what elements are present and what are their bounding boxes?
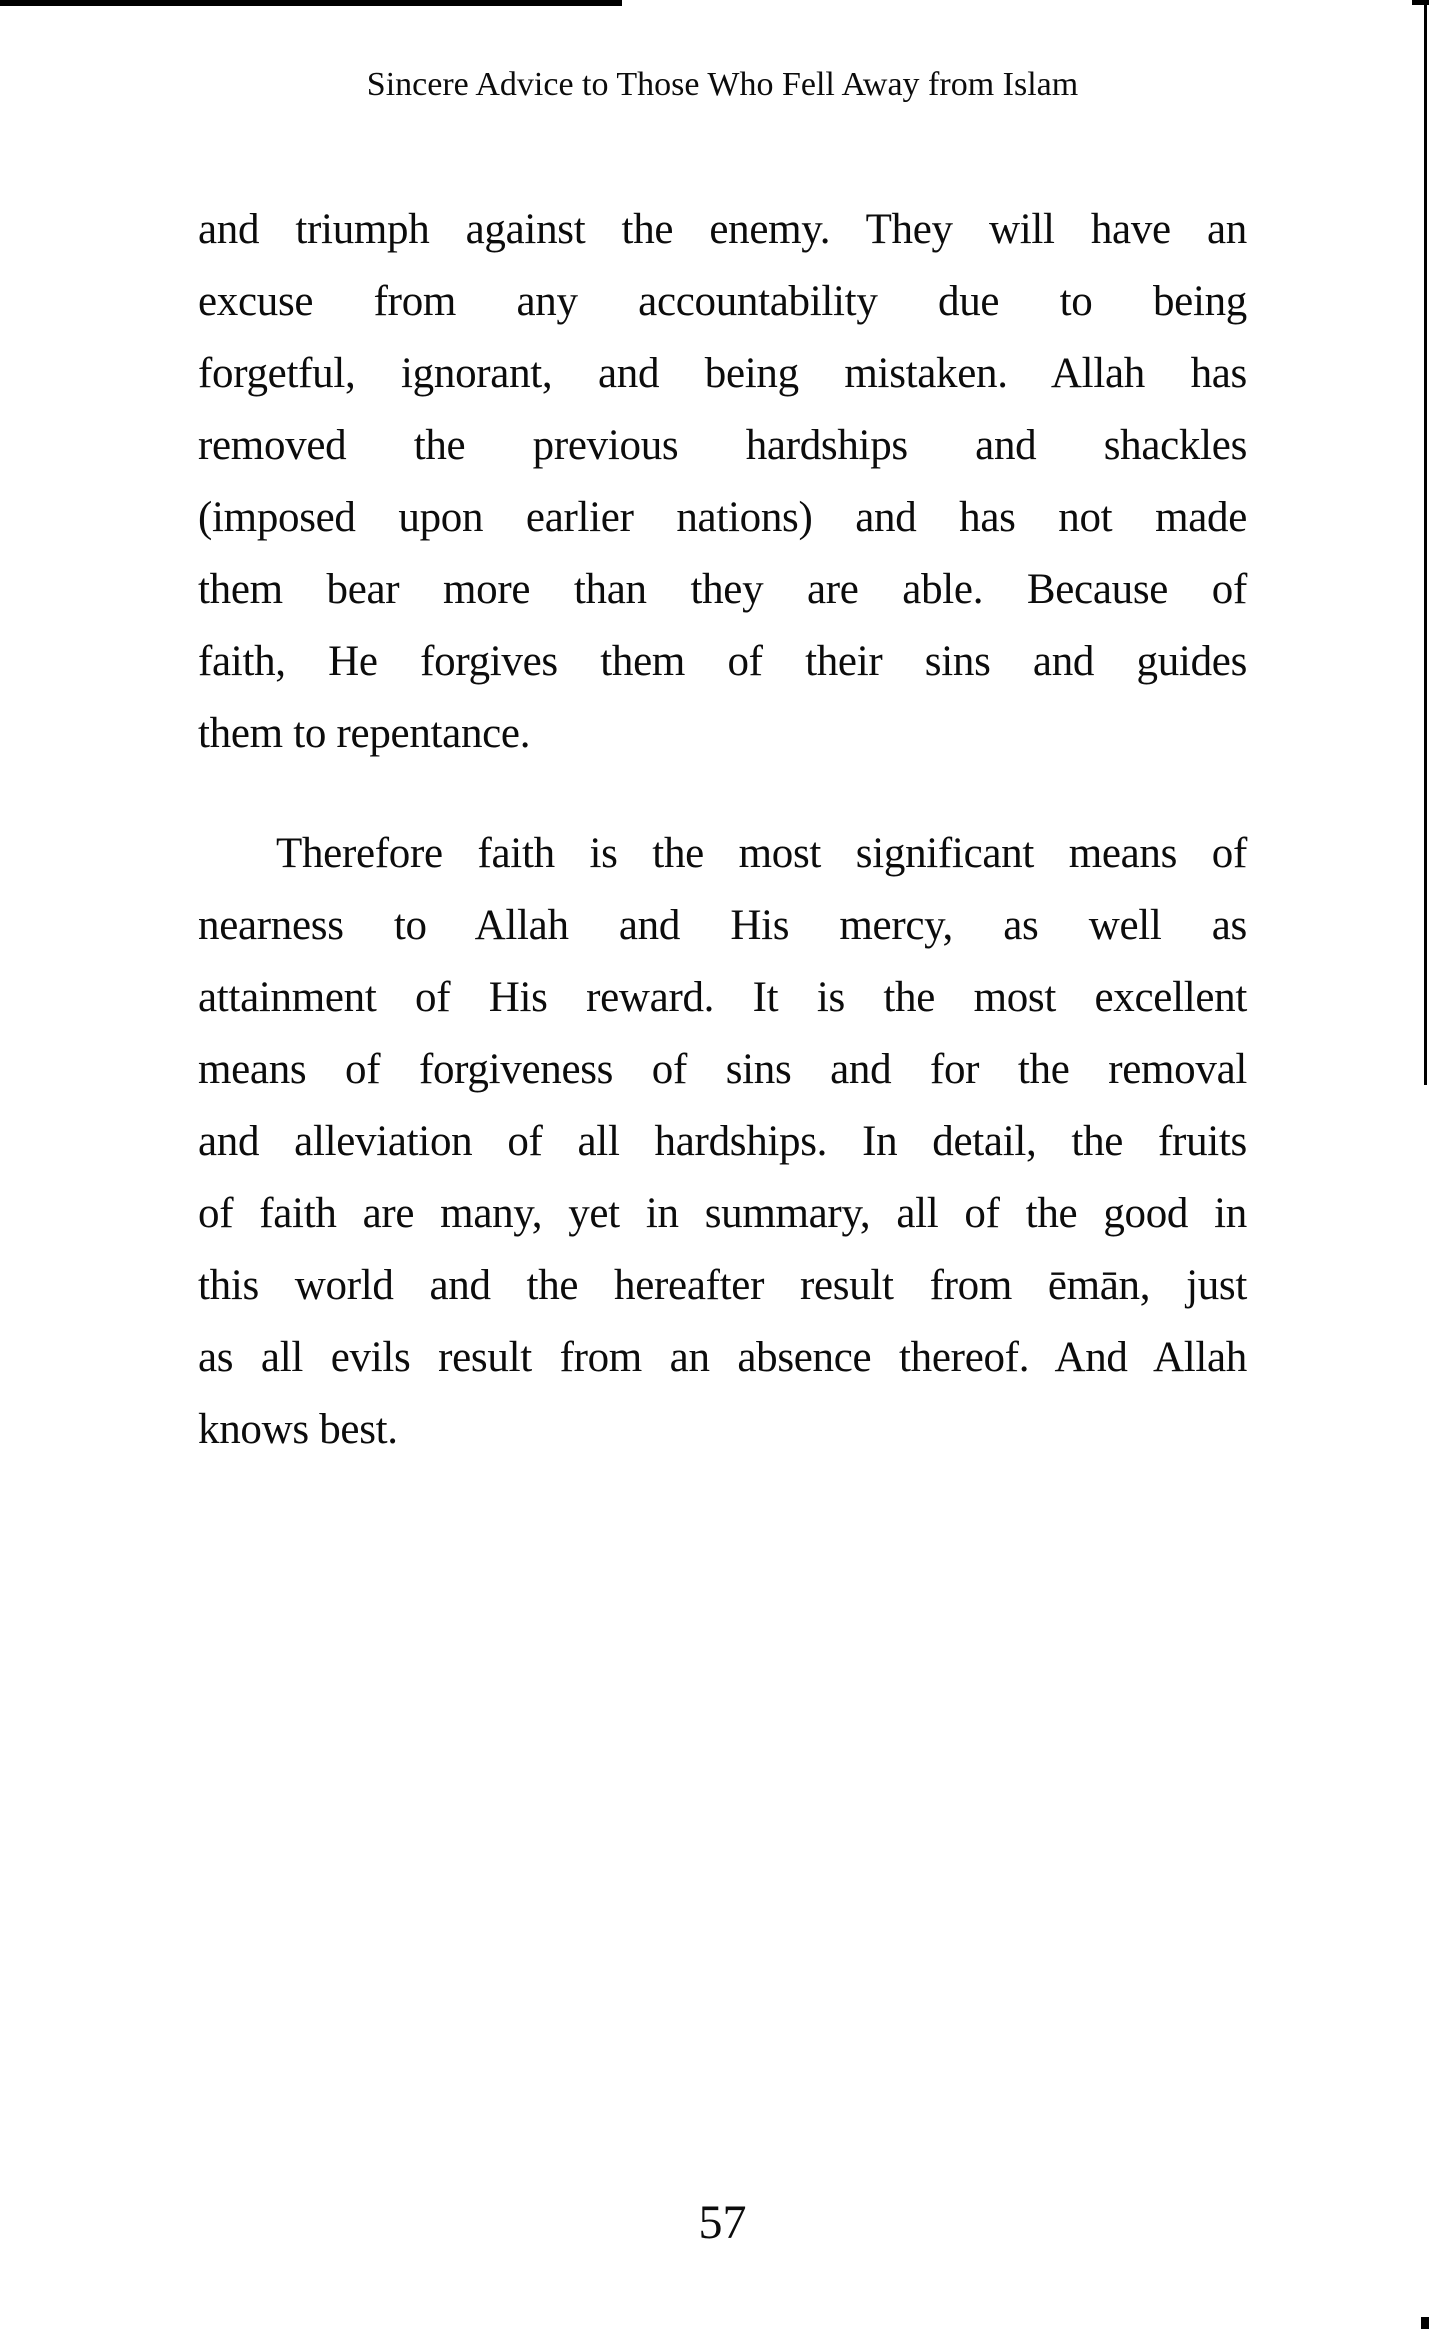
scan-artifact-bottom-right-mark bbox=[1421, 2317, 1429, 2329]
body-line: them to repentance. bbox=[198, 710, 531, 757]
page-number: 57 bbox=[698, 2196, 747, 2249]
body-line: attainment of His reward. It is the most excellent bbox=[198, 974, 1247, 1021]
body-line: means of forgiveness of sins and for the removal bbox=[198, 1046, 1247, 1093]
body-line: and triumph against the enemy. They will have an bbox=[198, 206, 1247, 253]
body-line: knows best. bbox=[198, 1406, 398, 1453]
body-line: forgetful, ignorant, and being mistaken. Allah has bbox=[198, 350, 1247, 397]
scan-artifact-top-edge-bar bbox=[0, 0, 622, 6]
body-line: faith, He forgives them of their sins and guides bbox=[198, 638, 1247, 685]
scan-artifact-right-edge-line bbox=[1424, 2, 1427, 1085]
body-line: as all evils result from an absence thereof. And Allah bbox=[198, 1334, 1247, 1381]
body-line: of faith are many, yet in summary, all of the good in bbox=[198, 1190, 1247, 1237]
paragraph-2 bbox=[198, 818, 1247, 1466]
running-header: Sincere Advice to Those Who Fell Away from Islam bbox=[366, 66, 1079, 103]
body-line: (imposed upon earlier nations) and has not made bbox=[198, 494, 1247, 541]
body-line: this world and the hereafter result from ēmān, just bbox=[198, 1262, 1247, 1309]
body-line: removed the previous hardships and shackles bbox=[198, 422, 1247, 469]
text-column bbox=[198, 194, 1247, 1466]
paragraph-1 bbox=[198, 194, 1247, 770]
body-line: nearness to Allah and His mercy, as well as bbox=[198, 902, 1247, 949]
body-line: them bear more than they are able. Because of bbox=[198, 566, 1247, 613]
body-line: and alleviation of all hardships. In detail, the fruits bbox=[198, 1118, 1247, 1165]
body-line: Therefore faith is the most significant means of bbox=[276, 830, 1247, 877]
body-line: excuse from any accountability due to being bbox=[198, 278, 1247, 325]
